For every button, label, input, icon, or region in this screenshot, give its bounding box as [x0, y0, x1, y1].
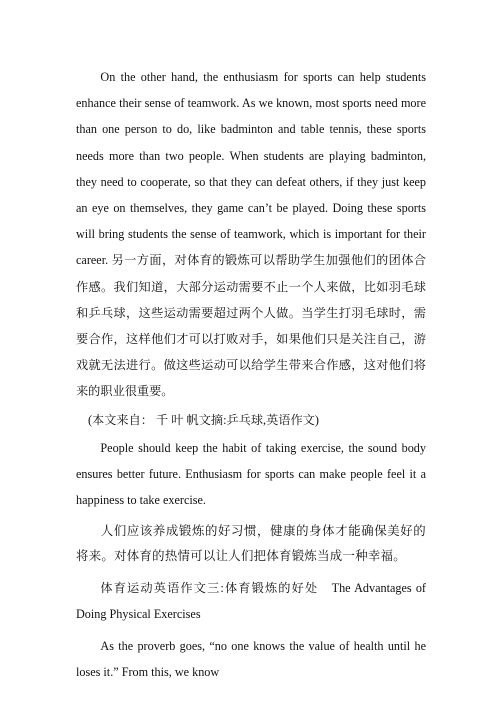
- paragraph-teamwork: On the other hand, the enthusiasm for sports can help students enhance their sense of teamwork. As we known, most sports need more than one person to do, like badminton and table tennis, these sports needs more than two people. When students are playing badminton, they need to cooperate, so that they can defeat others, if they just keep an eye on themselves, they game can’t be played. Doing these sports will bring students the sense of teamwork, which is important for their career. 另一方面，对体育的锻炼可以帮助学生加强他们的团体合作感。我们知道，大部分运动需要不止一个人来做，比如羽毛球和乒乓球，这些运动需要超过两个人做。当学生打羽毛球时，需要合作，这样他们才可以打败对手，如果他们只是关注自己，游戏就无法进行。做这些运动可以给学生带来合作感，这对他们将来的职业很重要。: [76, 70, 426, 399]
- source-note: (本文来自： 千 叶 帆文摘:乒乓球,英语作文): [88, 412, 319, 427]
- document-page: [76, 64, 426, 686]
- section-heading: 体育运动英语作文三:体育锻炼的好处 The Advantages of Doing Physical Exercises: [76, 580, 426, 622]
- paragraph-proverb: As the proverb goes, “no one knows the value of health until he loses it.” From this, we know: [76, 639, 426, 680]
- paragraph-habit-english: People should keep the habit of taking exercise, the sound body ensures better future. Enthusiasm for sports can make people feel it a happiness to take exercise.: [76, 440, 426, 508]
- paragraph-habit-chinese: 人们应该养成锻炼的好习惯，健康的身体才能确保美好的将来。对体育的热情可以让人们把体育锻炼当成一种幸福。: [76, 524, 426, 564]
